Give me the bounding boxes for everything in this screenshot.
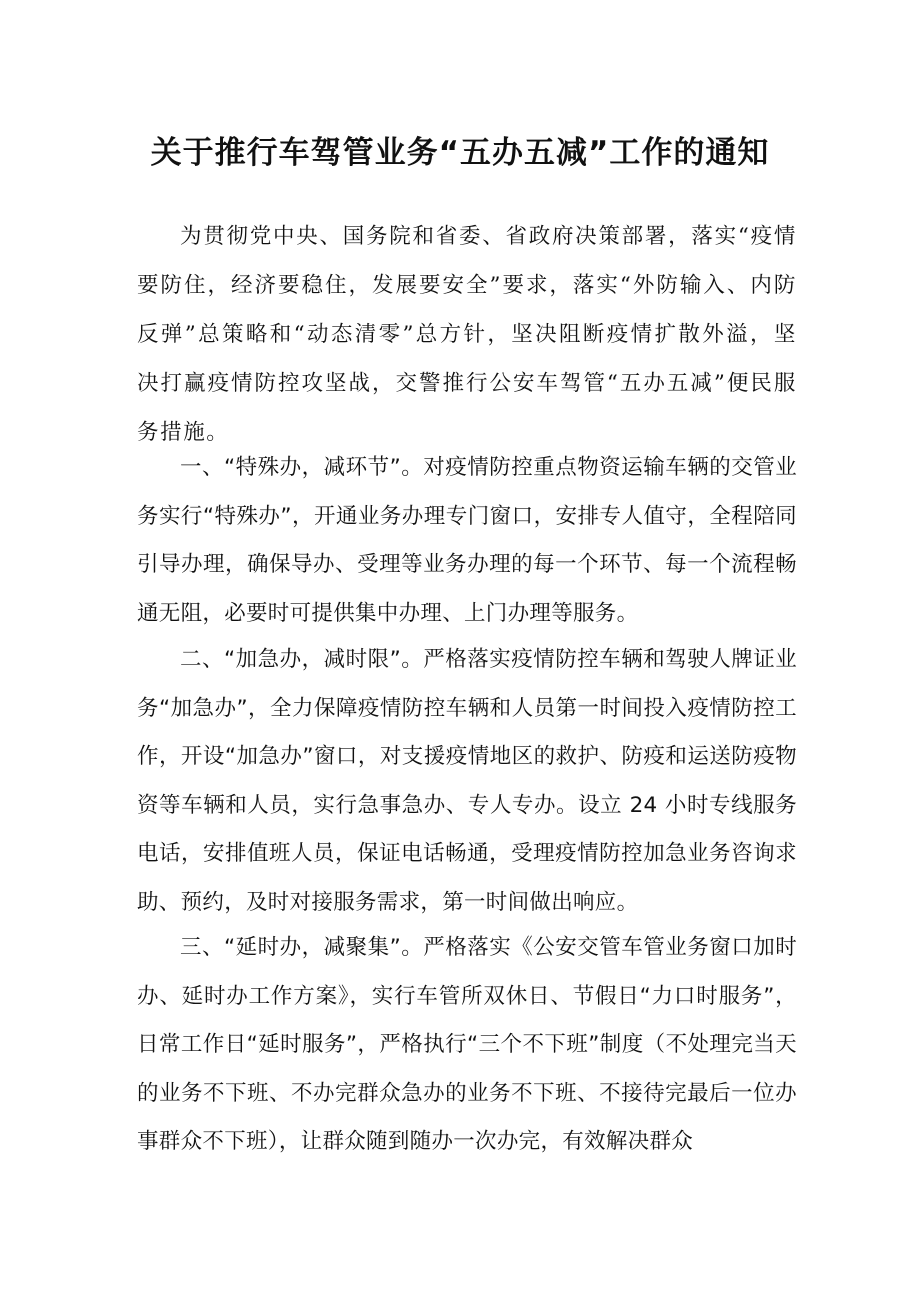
section-two-paragraph: 二、“加急办，减时限”。严格落实疫情防控车辆和驾驶人牌证业务“加急办”，全力保障疫情防控车辆和人员第一时间投入疫情防控工作，开设“加急办”窗口，对支援疫情地区的救护、防疫和运送防疫物资等车辆和人员，实行急事急办、专人专办。设立 24 小时专线服务电话，安排值班人员，保证电话畅通，受理疫情防控加急业务咨询求助、预约，及时对接服务需求，第一时间做出响应。 (137, 647, 797, 915)
document-title: 关于推行车驾管业务“五办五减”工作的通知 (150, 135, 770, 171)
intro-paragraph: 为贯彻党中央、国务院和省委、省政府决策部署，落实“疫情要防住，经济要稳住，发展要安全”要求，落实“外防输入、内防反弹”总策略和“动态清零”总方针，坚决阻断疫情扩散外溢，坚决打赢疫情防控攻坚战，交警推行公安车驾管“五办五减”便民服务措施。 (137, 224, 797, 445)
section-three-paragraph: 三、“延时办，减聚集”。严格落实《公安交管车管业务窗口加时办、延时办工作方案》，实行车管所双休日、节假日“力口时服务”，日常工作日“延时服务”，严格执行“三个不下班”制度（不处理完当天的业务不下班、不办完群众急办的业务不下班、不接待完最后一位办事群众不下班），让群众随到随办一次办完，有效解决群众 (137, 935, 797, 1154)
section-one-paragraph: 一、“特殊办，减环节”。对疫情防控重点物资运输车辆的交管业务实行“特殊办”，开通业务办理专门窗口，安排专人值守，全程陪同引导办理，确保导办、受理等业务办理的每一个环节、每一个流程畅通无阻，必要时可提供集中办理、上门办理等服务。 (137, 455, 797, 626)
